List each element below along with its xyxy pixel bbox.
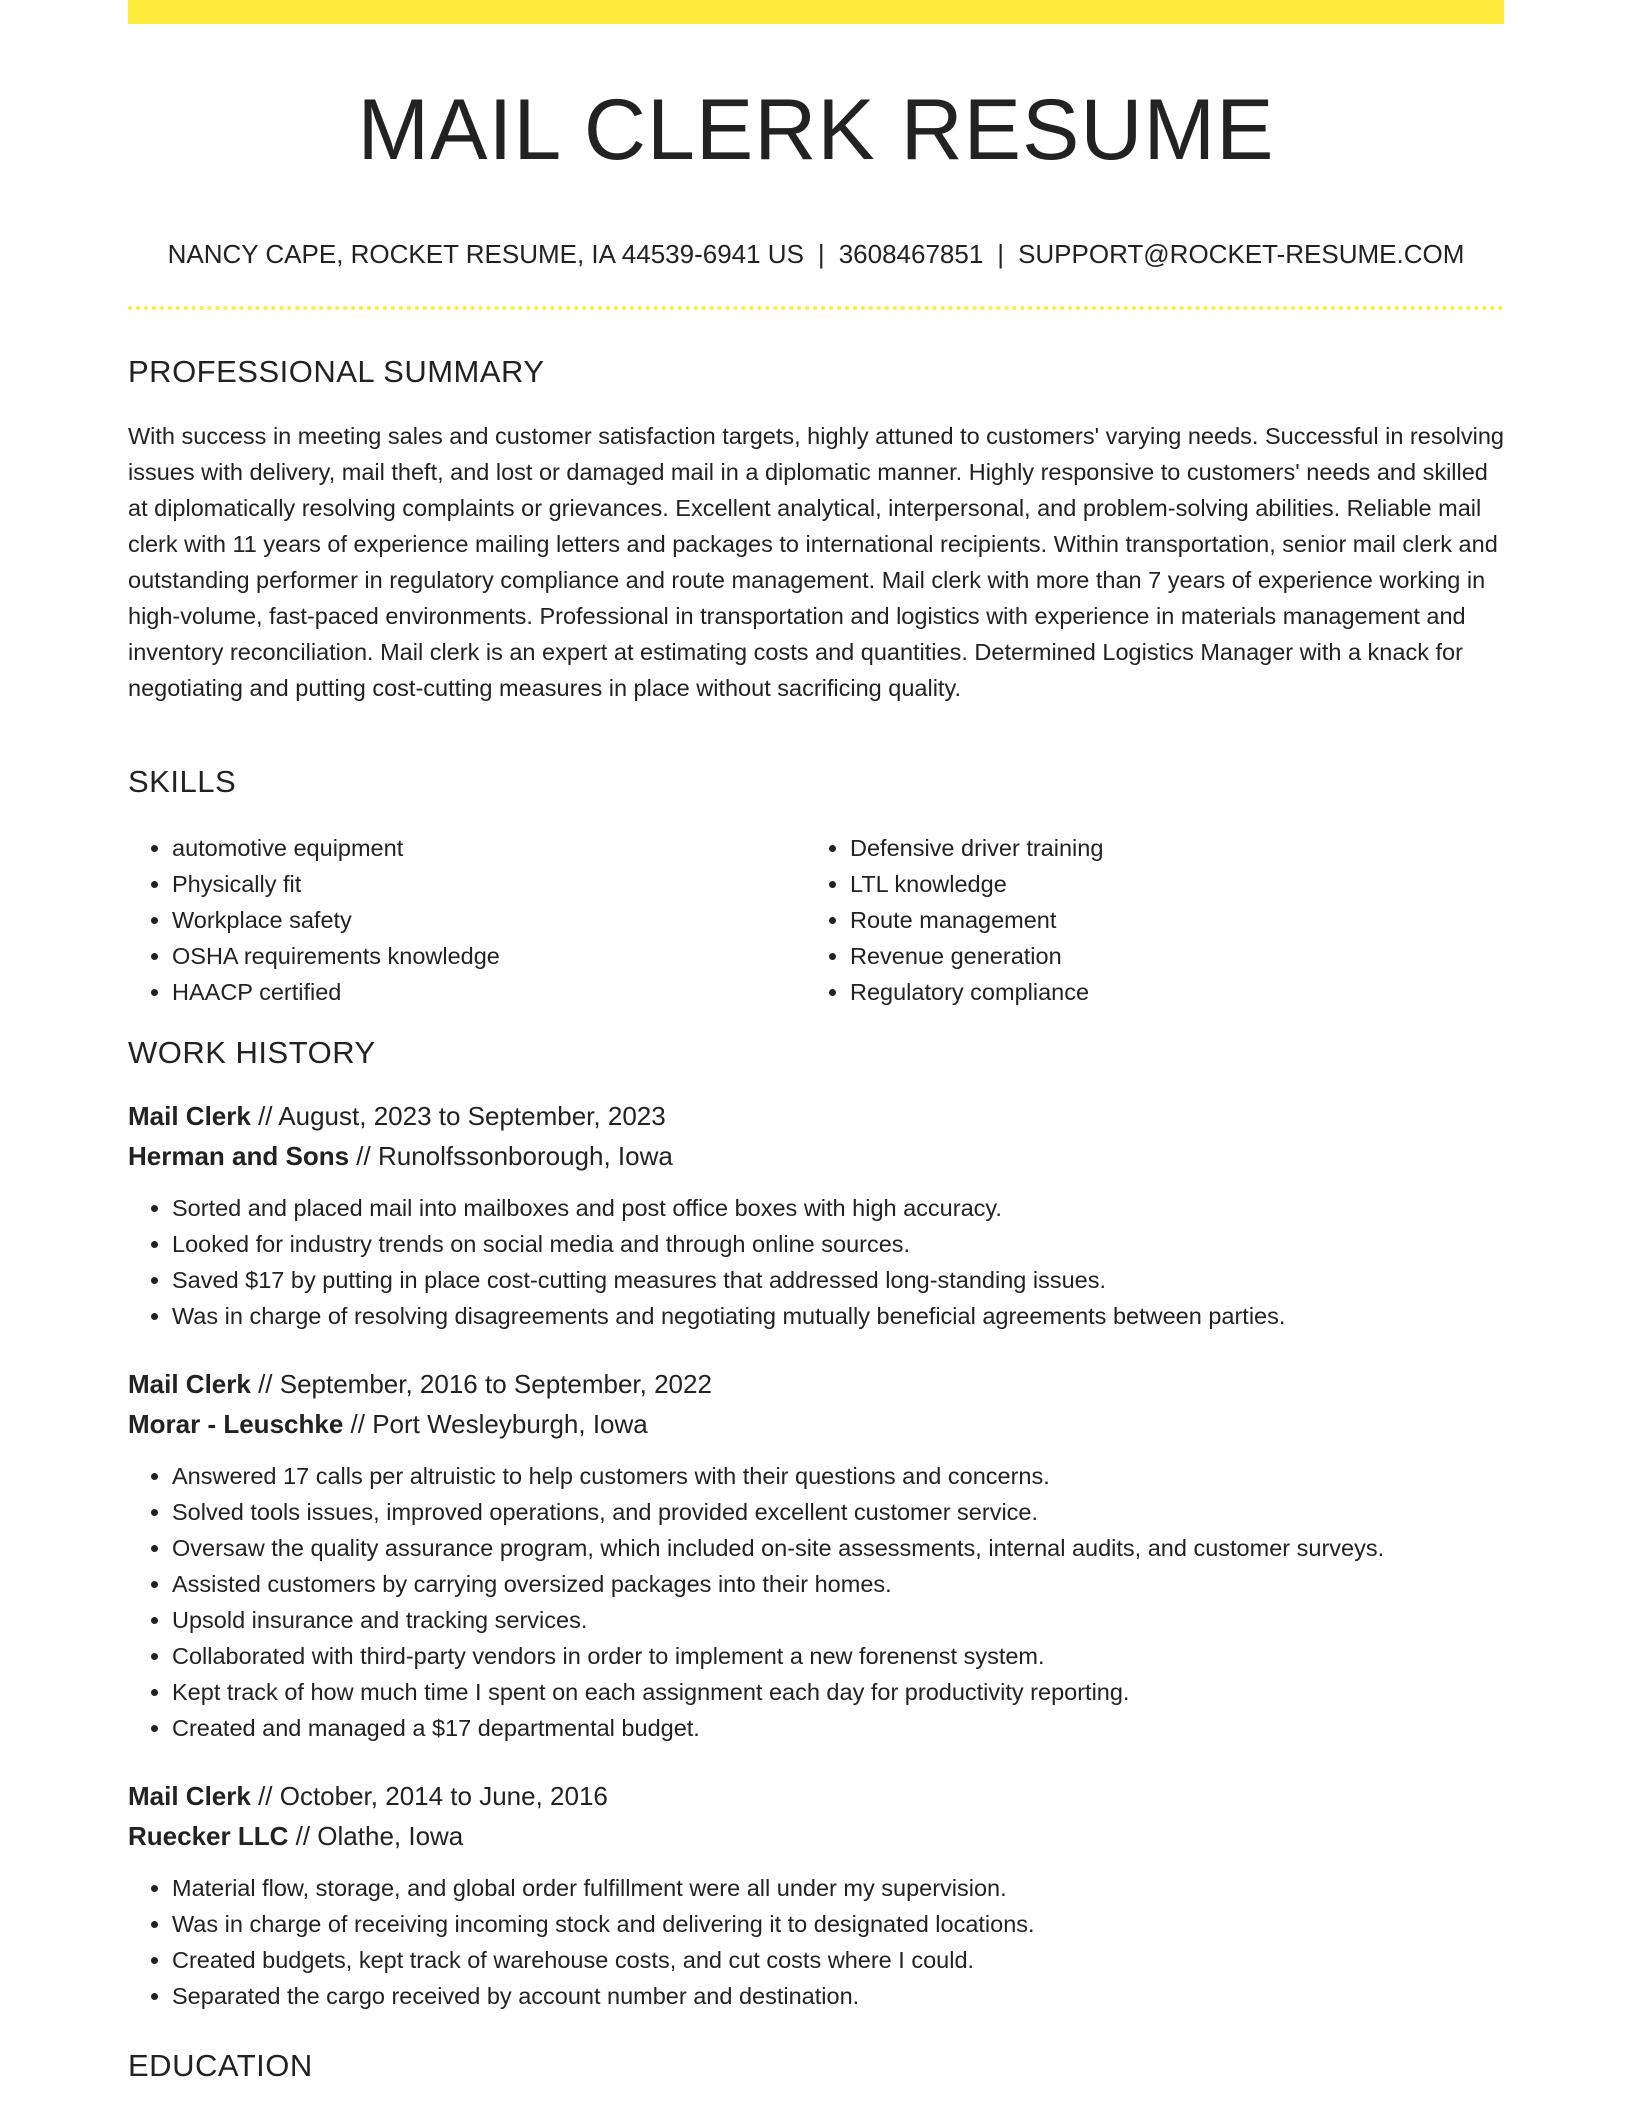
job-bullet: • Kept track of how much time I spent on each assignment each day for productivity reporting. xyxy=(172,1674,1504,1710)
summary-heading: PROFESSIONAL SUMMARY xyxy=(128,354,545,389)
job-company: Herman and Sons xyxy=(128,1141,350,1171)
page-title: MAIL CLERK RESUME xyxy=(357,82,1275,178)
skill-item: • LTL knowledge xyxy=(850,866,1103,902)
job-bullet: • Collaborated with third-party vendors in order to implement a new forenenst system. xyxy=(172,1638,1504,1674)
job-bullet: • Separated the cargo received by account number and destination. xyxy=(172,1978,1504,2014)
skill-item: • HAACP certified xyxy=(172,974,500,1010)
job-bullet: • Solved tools issues, improved operations, and provided excellent customer service. xyxy=(172,1494,1504,1530)
skill-item: • automotive equipment xyxy=(172,830,500,866)
job-company-line xyxy=(128,1816,463,1856)
job-company: Morar - Leuschke xyxy=(128,1409,344,1439)
job-title: Mail Clerk xyxy=(128,1101,251,1131)
job-dates: // September, 2016 to September, 2022 xyxy=(258,1369,712,1399)
skill-item: • OSHA requirements knowledge xyxy=(172,938,500,974)
skill-item: • Physically fit xyxy=(172,866,500,902)
job-company-line xyxy=(128,1404,648,1444)
job-bullet: • Upsold insurance and tracking services. xyxy=(172,1602,1504,1638)
job-location: // Runolfssonborough, Iowa xyxy=(356,1141,673,1171)
top-accent-bar xyxy=(128,0,1504,24)
education-heading: EDUCATION xyxy=(128,2048,313,2083)
job-title-line xyxy=(128,1364,712,1404)
contact-info xyxy=(128,236,1504,272)
skills-column-right xyxy=(806,830,1103,1010)
skill-item: • Route management xyxy=(850,902,1103,938)
skills-heading: SKILLS xyxy=(128,764,237,799)
work-history-heading: WORK HISTORY xyxy=(128,1035,376,1070)
job-bullet: • Was in charge of receiving incoming stock and delivering it to designated locations. xyxy=(172,1906,1504,1942)
skills-column-left xyxy=(128,830,500,1010)
job-bullet: • Material flow, storage, and global order fulfillment were all under my supervision. xyxy=(172,1870,1504,1906)
job-bullet: • Looked for industry trends on social media and through online sources. xyxy=(172,1226,1504,1262)
job-dates: // August, 2023 to September, 2023 xyxy=(258,1101,666,1131)
job-bullet: • Saved $17 by putting in place cost-cutting measures that addressed long-standing issues. xyxy=(172,1262,1504,1298)
header-divider xyxy=(128,306,1504,310)
job-bullet: • Created budgets, kept track of warehouse costs, and cut costs where I could. xyxy=(172,1942,1504,1978)
job-title-line xyxy=(128,1776,608,1816)
contact-address: NANCY CAPE, ROCKET RESUME, IA 44539-6941 US xyxy=(167,239,804,269)
job-title-line xyxy=(128,1096,666,1136)
skill-item: • Regulatory compliance xyxy=(850,974,1103,1010)
job-dates: // October, 2014 to June, 2016 xyxy=(258,1781,608,1811)
job-bullet: • Created and managed a $17 departmental budget. xyxy=(172,1710,1504,1746)
job-title: Mail Clerk xyxy=(128,1369,251,1399)
skill-item: • Workplace safety xyxy=(172,902,500,938)
skill-item: • Defensive driver training xyxy=(850,830,1103,866)
contact-separator: | xyxy=(997,239,1005,269)
job-bullets xyxy=(128,1190,1504,1334)
job-bullets xyxy=(128,1870,1504,2014)
job-bullet: • Answered 17 calls per altruistic to help customers with their questions and concerns. xyxy=(172,1458,1504,1494)
job-bullet: • Sorted and placed mail into mailboxes and post office boxes with high accuracy. xyxy=(172,1190,1504,1226)
job-location: // Port Wesleyburgh, Iowa xyxy=(350,1409,648,1439)
job-bullet: • Assisted customers by carrying oversized packages into their homes. xyxy=(172,1566,1504,1602)
job-title: Mail Clerk xyxy=(128,1781,251,1811)
job-bullet: • Oversaw the quality assurance program, which included on-site assessments, internal audits, and customer surveys. xyxy=(172,1530,1504,1566)
job-location: // Olathe, Iowa xyxy=(295,1821,464,1851)
job-bullet: • Was in charge of resolving disagreements and negotiating mutually beneficial agreements between parties. xyxy=(172,1298,1504,1334)
job-company-line xyxy=(128,1136,673,1176)
contact-separator: | xyxy=(817,239,825,269)
summary-text: With success in meeting sales and customer satisfaction targets, highly attuned to customers' varying needs. Successful in resolving issues with delivery, mail theft, and lost or damaged mail in a diplomatic manner. Highly responsive to customers' needs and skilled at diplomatically resolving complaints or grievances. Excellent analytical, interpersonal, and problem-solving abilities. Reliable mail clerk with 11 years of experience mailing letters and packages to international recipients. Within transportation, senior mail clerk and outstanding performer in regulatory compliance and route management. Mail clerk with more than 7 years of experience working in high-volume, fast-paced environments. Professional in transportation and logistics with experience in materials management and inventory reconciliation. Mail clerk is an expert at estimating costs and quantities. Determined Logistics Manager with a knack for negotiating and putting cost-cutting measures in place without sacrificing quality. xyxy=(128,423,1504,701)
job-company: Ruecker LLC xyxy=(128,1821,289,1851)
skill-item: • Revenue generation xyxy=(850,938,1103,974)
job-bullets xyxy=(128,1458,1504,1746)
contact-email: SUPPORT@ROCKET-RESUME.COM xyxy=(1018,239,1465,269)
contact-phone: 3608467851 xyxy=(838,239,984,269)
